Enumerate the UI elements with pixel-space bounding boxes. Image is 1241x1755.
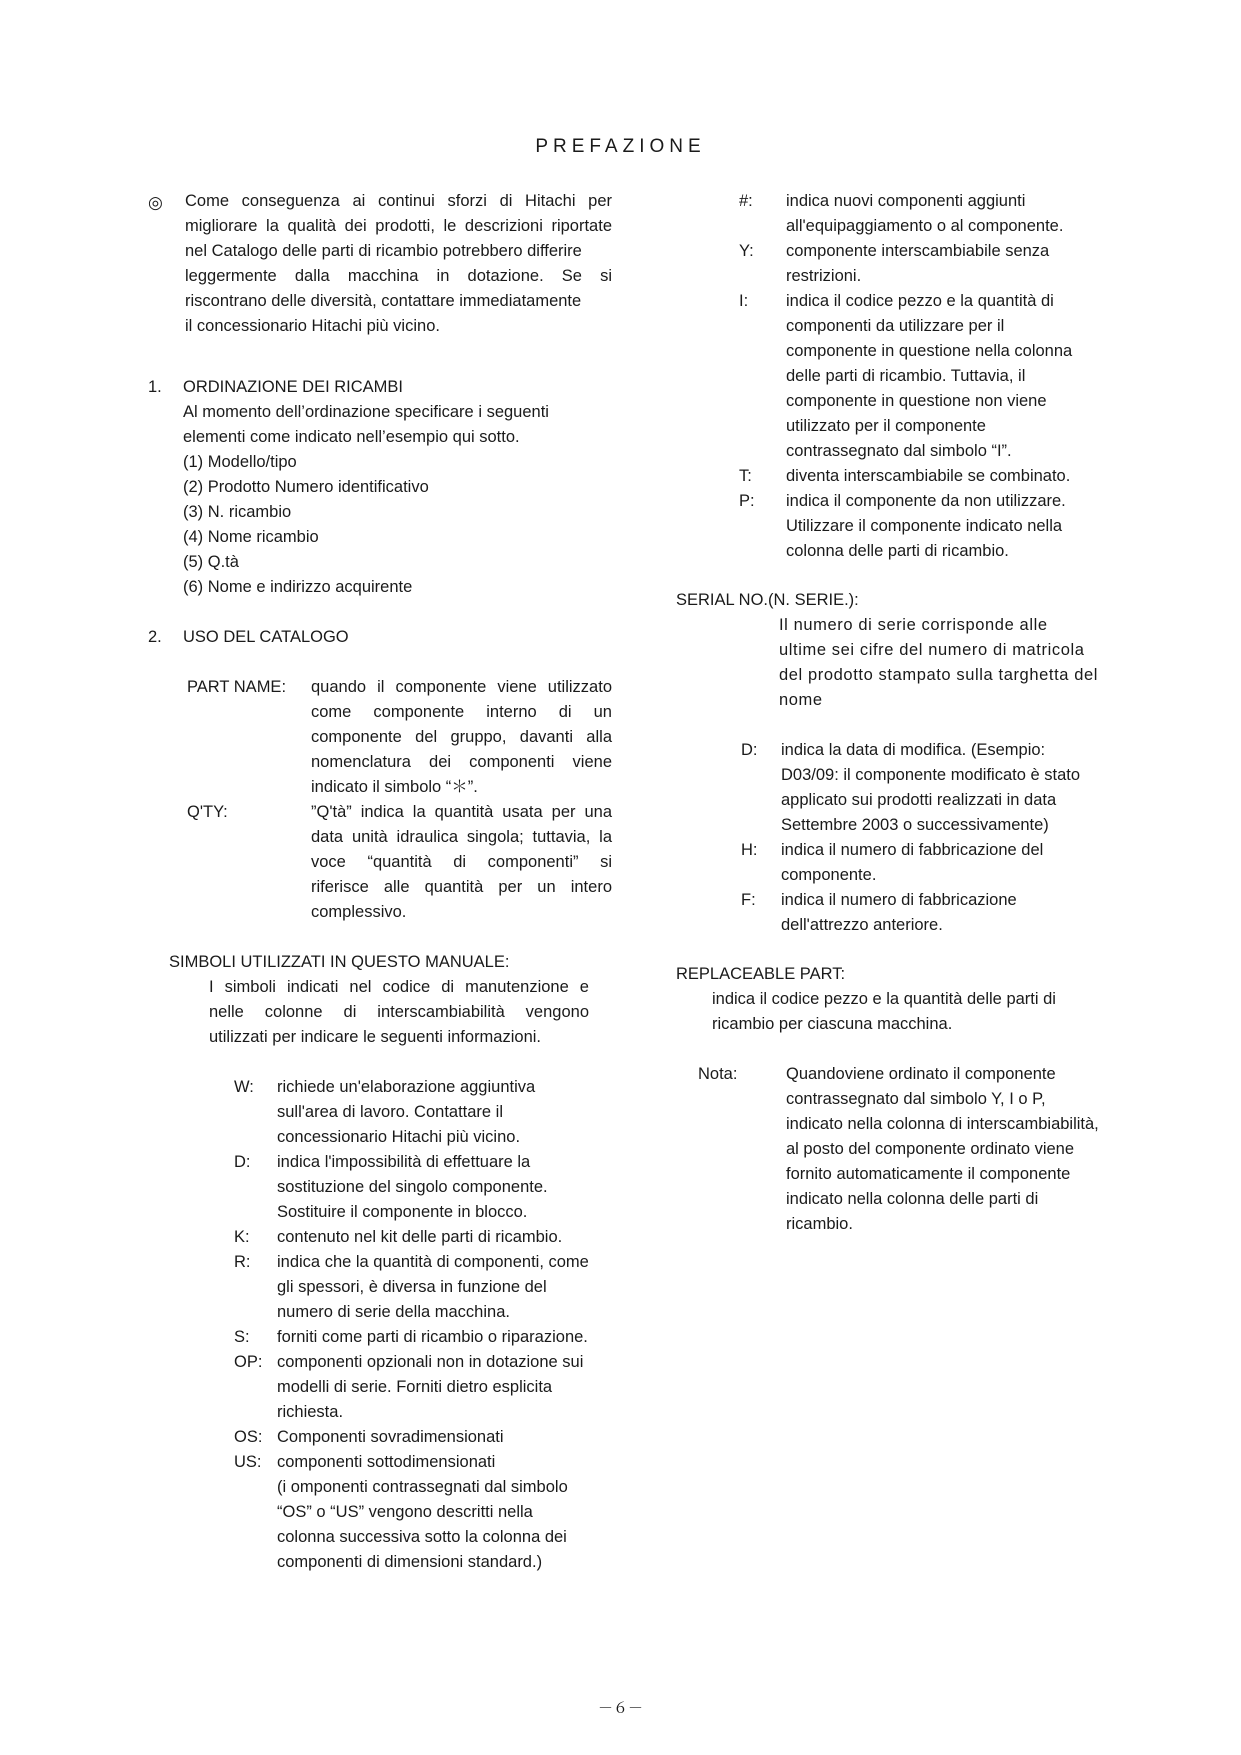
- symbol-code: I:: [739, 292, 749, 310]
- replaceable-heading: REPLACEABLE PART:: [676, 965, 846, 983]
- symbol-desc-line: contrassegnato dal simbolo “I”.: [786, 442, 1012, 460]
- symbol-code: D:: [741, 741, 758, 759]
- symbol-desc-line: restrizioni.: [786, 267, 862, 285]
- qty-line: riferisce alle quantità per un intero: [311, 878, 612, 896]
- section2-heading: USO DEL CATALOGO: [183, 628, 349, 646]
- symbol-desc-line: Componenti sovradimensionati: [277, 1428, 504, 1446]
- symbol-code: R:: [234, 1253, 251, 1271]
- intro-symbol: ◎: [148, 193, 163, 212]
- symbol-desc-line: modelli di serie. Forniti dietro esplicita: [277, 1378, 553, 1396]
- symbol-desc-line: indica che la quantità di componenti, come: [277, 1253, 589, 1271]
- serial-line: del prodotto stampato sulla targhetta del: [779, 666, 1099, 684]
- symbol-desc-line: indica il codice pezzo e la quantità di: [786, 292, 1054, 310]
- symbol-desc-line: richiesta.: [277, 1403, 344, 1421]
- symbol-desc-line: “OS” o “US” vengono descritti nella: [277, 1503, 533, 1521]
- symbols-legend-codes: [234, 1075, 262, 1475]
- serial-line: ultime sei cifre del numero di matricola: [779, 641, 1085, 659]
- symbol-desc-line: contenuto nel kit delle parti di ricambio.: [277, 1228, 563, 1246]
- symbol-code: US:: [234, 1453, 262, 1471]
- part-name-line: componente del gruppo, davanti alla: [311, 728, 612, 746]
- symbol-code: D:: [234, 1153, 251, 1171]
- qty-line: complessivo.: [311, 903, 407, 921]
- symbols-heading: SIMBOLI UTILIZZATI IN QUESTO MANUALE:: [169, 953, 510, 971]
- symbol-desc-line: indica il numero di fabbricazione: [781, 891, 1017, 909]
- symbol-code: W:: [234, 1078, 254, 1096]
- symbol-desc-line: (i omponenti contrassegnati dal simbolo: [277, 1478, 568, 1496]
- symbol-desc-line: D03/09: il componente modificato è stato: [781, 766, 1081, 784]
- intro-paragraph: [185, 189, 612, 339]
- intro-line: nel Catalogo delle parti di ricambio potrebbero differire: [185, 242, 582, 260]
- right-legend-codes: [739, 189, 755, 514]
- nota-line: ricambio.: [786, 1215, 853, 1233]
- qty-line: data unità idraulica singola; tuttavia, la: [311, 828, 612, 846]
- symbol-desc-line: numero di serie della macchina.: [277, 1303, 510, 1321]
- symbol-desc-line: all'equipaggiamento o al componente.: [786, 217, 1064, 235]
- symbol-code: #:: [739, 192, 753, 210]
- qty-line: ”Q'tà” indica la quantità usata per una: [311, 803, 612, 821]
- symbol-desc-line: Sostituire il componente in blocco.: [277, 1203, 528, 1221]
- section1-line: (3) N. ricambio: [183, 503, 292, 521]
- symbol-desc-line: dell'attrezzo anteriore.: [781, 916, 943, 934]
- nota-line: al posto del componente ordinato viene: [786, 1140, 1075, 1158]
- symbol-desc-line: gli spessori, è diversa in funzione del: [277, 1278, 547, 1296]
- symbol-desc-line: componente interscambiabile senza: [786, 242, 1050, 260]
- part-name-line: nomenclatura dei componenti viene: [311, 753, 612, 771]
- qty-description: [311, 800, 612, 925]
- symbol-desc-line: componenti di dimensioni standard.): [277, 1553, 543, 1571]
- page-number: －６－: [597, 1699, 643, 1717]
- symbol-desc-line: indica l'impossibilità di effettuare la: [277, 1153, 531, 1171]
- symbol-desc-line: sull'area di lavoro. Contattare il: [277, 1103, 504, 1121]
- intro-line: il concessionario Hitachi più vicino.: [185, 317, 440, 335]
- symbol-code: OS:: [234, 1428, 263, 1446]
- symbol-desc-line: indica il numero di fabbricazione del: [781, 841, 1044, 859]
- symbol-desc-line: componenti sottodimensionati: [277, 1453, 496, 1471]
- symbol-desc-line: diventa interscambiabile se combinato.: [786, 467, 1071, 485]
- symbol-desc-line: sostituzione del singolo componente.: [277, 1178, 548, 1196]
- symbol-desc-line: delle parti di ricambio. Tuttavia, il: [786, 367, 1026, 385]
- nota-line: fornito automaticamente il componente: [786, 1165, 1071, 1183]
- symbol-desc-line: indica il componente da non utilizzare.: [786, 492, 1066, 510]
- symbol-code: P:: [739, 492, 755, 510]
- symbol-code: Y:: [739, 242, 754, 260]
- symbols-intro-line: utilizzati per indicare le seguenti informazioni.: [209, 1028, 541, 1046]
- part-name-label: PART NAME:: [187, 678, 287, 696]
- section1-line: Al momento dell’ordinazione specificare i seguenti: [183, 403, 549, 421]
- part-name-line: quando il componente viene utilizzato: [311, 678, 612, 696]
- symbol-desc-line: componenti opzionali non in dotazione sui: [277, 1353, 584, 1371]
- section1-heading: ORDINAZIONE DEI RICAMBI: [183, 378, 404, 396]
- replaceable-line: indica il codice pezzo e la quantità delle parti di: [712, 990, 1056, 1008]
- serial-line: Il numero di serie corrisponde alle: [779, 616, 1048, 634]
- part-name-line: indicato il simbolo “＊”.: [311, 778, 478, 796]
- symbol-code: K:: [234, 1228, 250, 1246]
- symbol-desc-line: indica la data di modifica. (Esempio:: [781, 741, 1046, 759]
- symbols-intro-line: I simboli indicati nel codice di manutenzione e: [209, 978, 589, 996]
- symbols-intro: [209, 975, 589, 1050]
- section1: [183, 375, 549, 600]
- symbol-desc-line: indica nuovi componenti aggiunti: [786, 192, 1026, 210]
- nota-line: Quandoviene ordinato il componente: [786, 1065, 1056, 1083]
- symbol-desc-line: applicato sui prodotti realizzati in data: [781, 791, 1057, 809]
- symbol-code: OP:: [234, 1353, 263, 1371]
- intro-line: riscontrano delle diversità, contattare immediatamente: [185, 292, 582, 310]
- part-name-description: [311, 675, 612, 800]
- section1-line: (1) Modello/tipo: [183, 453, 297, 471]
- symbol-desc-line: concessionario Hitachi più vicino.: [277, 1128, 521, 1146]
- serial-description: [779, 613, 1098, 713]
- serial-line: nome: [779, 691, 823, 709]
- symbols-intro-line: nelle colonne di interscambiabilità vengono: [209, 1003, 589, 1021]
- qty-line: voce “quantità di componenti” si: [311, 853, 612, 871]
- symbol-desc-line: colonna delle parti di ricambio.: [786, 542, 1009, 560]
- page-title: PREFAZIONE: [535, 136, 706, 157]
- section1-line: (2) Prodotto Numero identificativo: [183, 478, 429, 496]
- right-legend-descriptions: [786, 189, 1072, 564]
- section1-number: 1.: [148, 378, 162, 396]
- part-name-line: come componente interno di un: [311, 703, 612, 721]
- serial-legend-codes: [741, 738, 758, 938]
- intro-line: leggermente dalla macchina in dotazione. Se si: [185, 267, 612, 285]
- intro-line: Come conseguenza ai continui sforzi di Hitachi per: [185, 192, 612, 210]
- symbol-desc-line: forniti come parti di ricambio o riparazione.: [277, 1328, 588, 1346]
- section1-line: (4) Nome ricambio: [183, 528, 319, 546]
- nota-line: indicato nella colonna di interscambiabilità,: [786, 1115, 1099, 1133]
- symbol-desc-line: componente in questione nella colonna: [786, 342, 1073, 360]
- nota-description: [786, 1062, 1099, 1237]
- symbol-desc-line: componente.: [781, 866, 877, 884]
- nota-line: indicato nella colonna delle parti di: [786, 1190, 1039, 1208]
- symbol-desc-line: componente in questione non viene: [786, 392, 1047, 410]
- symbol-code: S:: [234, 1328, 250, 1346]
- symbol-desc-line: utilizzato per il componente: [786, 417, 986, 435]
- section2-number: 2.: [148, 628, 162, 646]
- symbol-code: F:: [741, 891, 756, 909]
- serial-heading: SERIAL NO.(N. SERIE.):: [676, 591, 859, 609]
- section1-line: elementi come indicato nell’esempio qui sotto.: [183, 428, 520, 446]
- intro-line: migliorare la qualità dei prodotti, le descrizioni riportate: [185, 217, 612, 235]
- symbol-code: H:: [741, 841, 758, 859]
- serial-legend-descriptions: [781, 738, 1080, 938]
- symbol-desc-line: Utilizzare il componente indicato nella: [786, 517, 1063, 535]
- symbol-desc-line: colonna successiva sotto la colonna dei: [277, 1528, 567, 1546]
- symbol-code: T:: [739, 467, 752, 485]
- qty-label: Q'TY:: [187, 803, 228, 821]
- section1-line: (5) Q.tà: [183, 553, 239, 571]
- replaceable-description: [712, 987, 1056, 1037]
- nota-line: contrassegnato dal simbolo Y, I o P,: [786, 1090, 1046, 1108]
- symbol-desc-line: richiede un'elaborazione aggiuntiva: [277, 1078, 536, 1096]
- symbols-legend-descriptions: [277, 1075, 589, 1575]
- symbol-desc-line: componenti da utilizzare per il: [786, 317, 1005, 335]
- replaceable-line: ricambio per ciascuna macchina.: [712, 1015, 953, 1033]
- symbol-desc-line: Settembre 2003 o successivamente): [781, 816, 1049, 834]
- section1-line: (6) Nome e indirizzo acquirente: [183, 578, 413, 596]
- nota-label: Nota:: [698, 1065, 738, 1083]
